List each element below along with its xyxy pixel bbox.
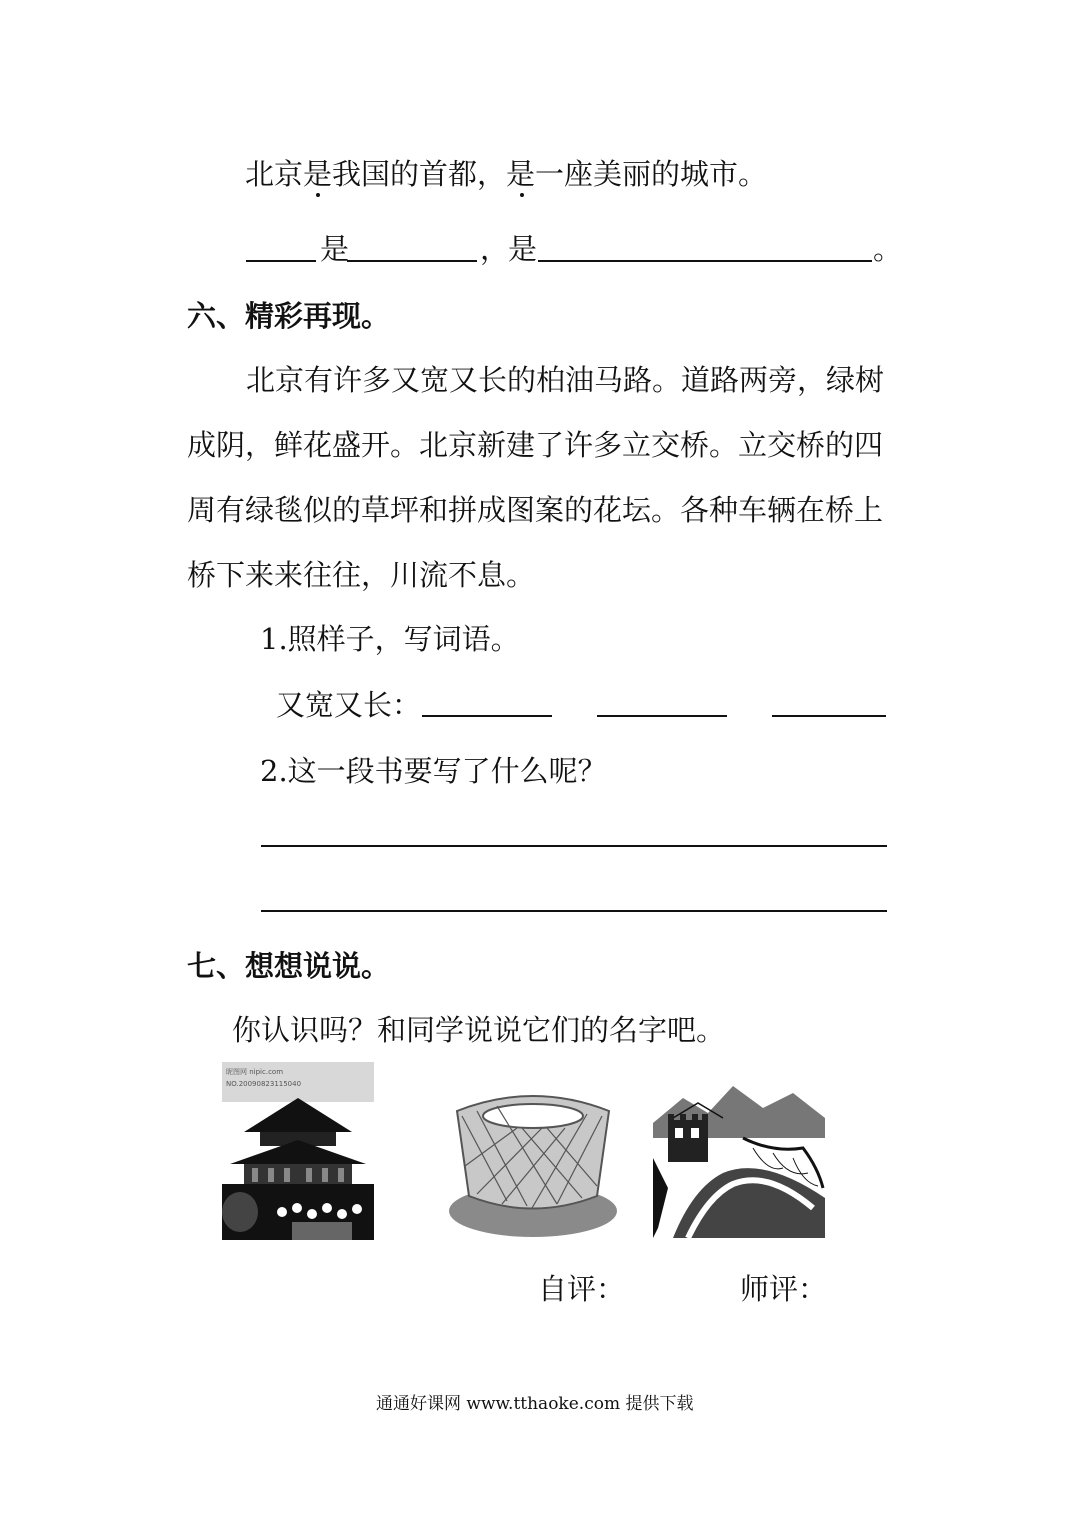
- self-evaluation-label: 自评：: [538, 1272, 626, 1306]
- watermark-text: NO.20090823115040: [226, 1080, 302, 1088]
- birds-nest-stadium-image: [447, 1086, 617, 1241]
- question-1-example: 又宽又长：: [276, 688, 422, 722]
- emphasis-dot: [316, 193, 320, 197]
- pattern-comma: ，: [480, 232, 510, 266]
- blank-1[interactable]: [246, 260, 316, 262]
- pattern-shi-1: 是: [320, 232, 350, 266]
- blank-3[interactable]: [538, 260, 872, 262]
- passage-line: 北京有许多又宽又长的柏油马路。道路两旁，绿树: [246, 363, 885, 397]
- answer-blank-1[interactable]: [422, 715, 552, 717]
- answer-blank-3[interactable]: [772, 715, 886, 717]
- question-1: 1.照样子，写词语。: [260, 622, 520, 656]
- section7-heading: 七、想想说说。: [187, 949, 391, 983]
- blank-2[interactable]: [347, 260, 477, 262]
- question-2: 2.这一段书要写了什么呢？: [260, 754, 607, 788]
- pattern-period: 。: [873, 232, 903, 266]
- passage-line: 周有绿毯似的草坪和拼成图案的花坛。各种车辆在桥上: [187, 493, 884, 527]
- teacher-evaluation-label: 师评：: [740, 1272, 828, 1306]
- answer-line-2[interactable]: [261, 910, 887, 912]
- emphasis-dot: [520, 193, 524, 197]
- watermark-text: 昵图网 nipic.com: [226, 1068, 284, 1076]
- answer-blank-2[interactable]: [597, 715, 727, 717]
- great-wall-image: [653, 1078, 825, 1238]
- section6-heading: 六、精彩再现。: [187, 299, 391, 333]
- section7-prompt: 你认识吗？和同学说说它们的名字吧。: [232, 1013, 726, 1047]
- passage-line: 成阴，鲜花盛开。北京新建了许多立交桥。立交桥的四: [187, 428, 884, 462]
- pattern-shi-2: 是: [508, 232, 538, 266]
- passage-line: 桥下来来往往，川流不息。: [187, 558, 536, 592]
- answer-line-1[interactable]: [261, 845, 887, 847]
- tiananmen-gate-image: [222, 1062, 374, 1240]
- page-footer: 通通好课网 www.tthaoke.com 提供下载: [376, 1394, 694, 1414]
- example-sentence: 北京是我国的首都，是一座美丽的城市。: [245, 157, 768, 191]
